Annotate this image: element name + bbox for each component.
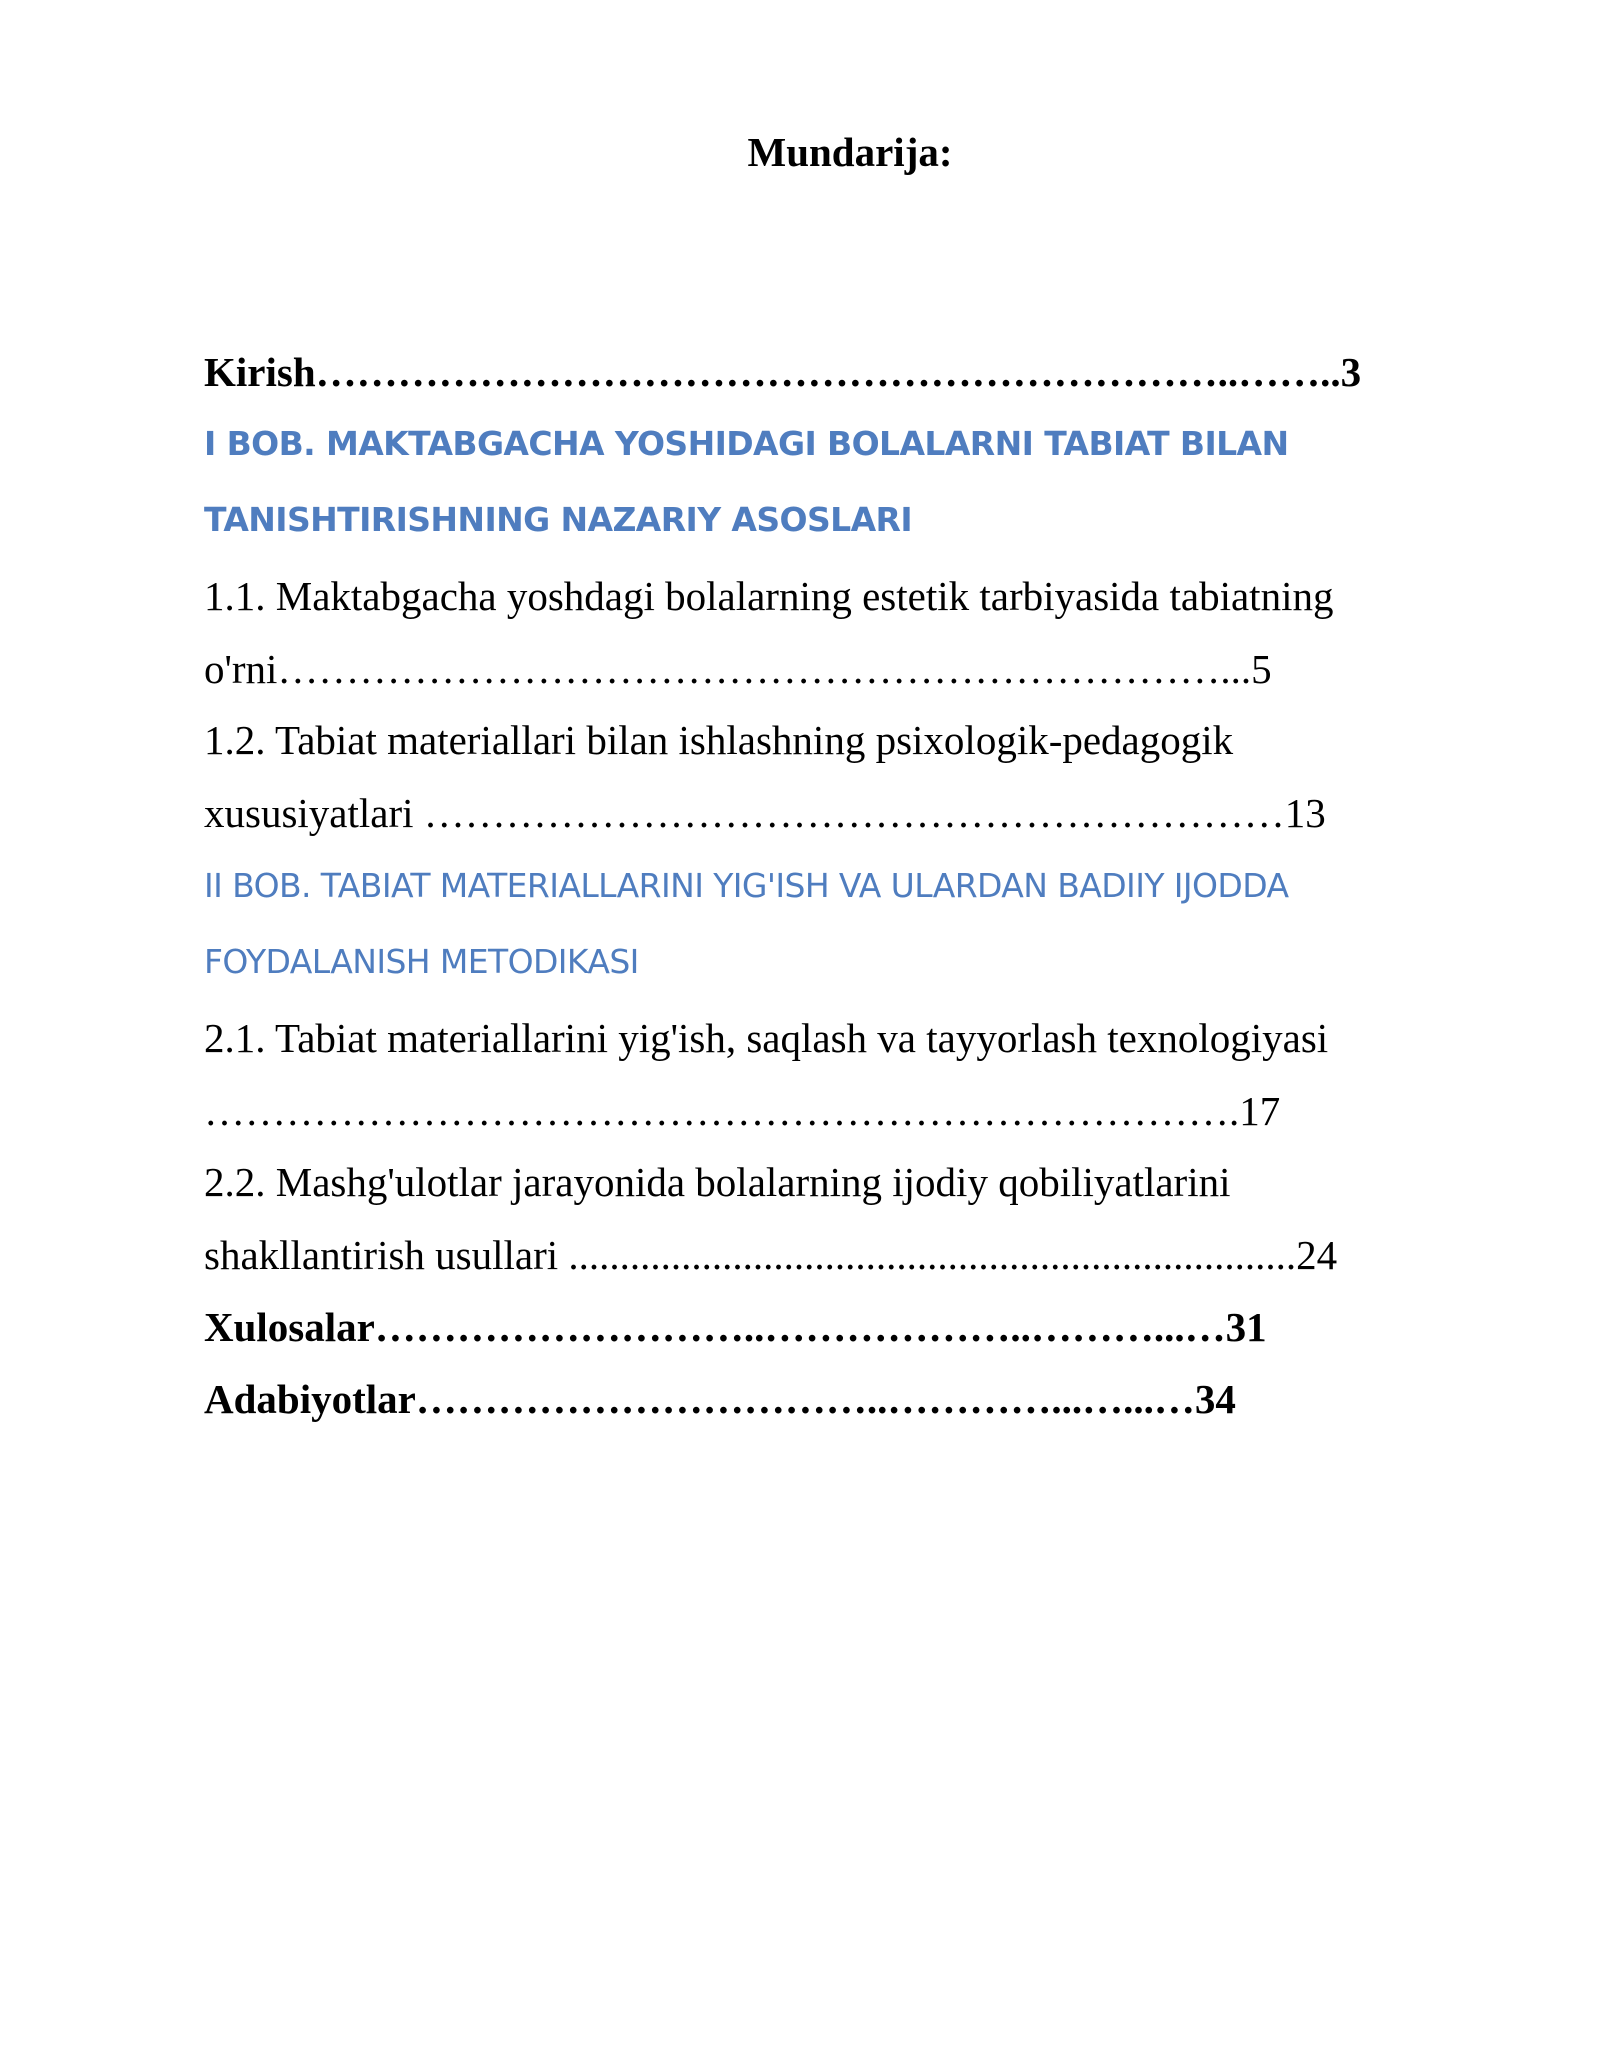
toc-entry-2-1-cont: ………………………………………………………………….17 — [204, 1088, 1281, 1134]
toc-entry-1-2: 1.2. Tabiat materiallari bilan ishlashning psixologik-pedagogik — [204, 717, 1234, 763]
page-title: Mundarija: — [747, 129, 953, 175]
toc-entry-xulosalar: Xulosalar………………………..………………..………...…31 — [204, 1304, 1267, 1350]
toc-chapter-1-title: I BOB. MAKTABGACHA YOSHIDAGI BOLALARNI TABIAT BILAN — [204, 424, 1289, 463]
toc-entry-1-1: 1.1. Maktabgacha yoshdagi bolalarning estetik tarbiyasida tabiatning — [204, 573, 1334, 619]
toc-entry-1-1-cont: o'rni……………………………………………………………...5 — [204, 646, 1272, 692]
toc-chapter-2-title: II BOB. TABIAT MATERIALLARINI YIG'ISH VA ULARDAN BADIIY IJODDA — [204, 866, 1289, 905]
toc-chapter-1-title-cont: TANISHTIRISHNING NAZARIY ASOSLARI — [204, 500, 913, 539]
toc-chapter-2-title-cont: FOYDALANISH METODIKASI — [204, 942, 639, 981]
toc-entry-2-2: 2.2. Mashg'ulotlar jarayonida bolalarning ijodiy qobiliyatlarini — [204, 1159, 1231, 1205]
toc-entry-adabiyotlar: Adabiyotlar……………………………..…………...…...…34 — [204, 1376, 1236, 1422]
toc-entry-2-2-cont: shakllantirish usullari .......................................................................24 — [204, 1232, 1338, 1278]
toc-entry-kirish: Kirish…………………………………………………………..……..3 — [204, 349, 1362, 395]
toc-entry-2-1: 2.1. Tabiat materiallarini yig'ish, saqlash va tayyorlash texnologiyasi — [204, 1015, 1329, 1061]
toc-entry-1-2-cont: xususiyatlari ………………………………………………………13 — [204, 790, 1326, 836]
